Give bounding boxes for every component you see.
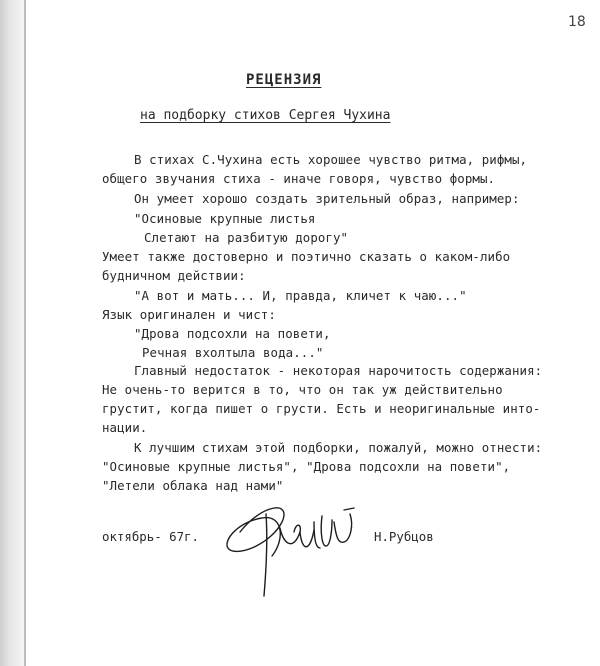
document-subtitle: на подборку стихов Сергея Чухина (140, 108, 391, 123)
body-line: Он умеет хорошо создать зрительный образ, например: (134, 191, 520, 206)
body-line: Умеет также достоверно и поэтично сказать о каком-либо (102, 249, 511, 264)
body-line: К лучшим стихам этой подборки, пожалуй, можно отнести: (134, 440, 543, 455)
body-line: Речная вхолтыла вода..." (142, 345, 324, 360)
closing-date: октябрь- 67г. (102, 529, 199, 544)
body-line: Не очень-то верится в то, что он так уж действительно (102, 382, 503, 397)
page-binding-shadow (0, 0, 26, 666)
body-line: грустит, когда пишет о грусти. Есть и неоригинальные инто- (102, 401, 541, 416)
body-line: Главный недостаток - некоторая нарочитость содержания: (134, 363, 543, 378)
body-line: Слетают на разбитую дорогу" (144, 230, 349, 245)
body-line: "Дрова подсохли на повети, (134, 326, 331, 341)
body-line: Язык оригинален и чист: (102, 307, 276, 322)
handwritten-signature-icon (222, 492, 372, 604)
body-line: В стихах С.Чухина есть хорошее чувство ритма, рифмы, (134, 152, 528, 167)
body-line: "Летели облака над нами" (102, 478, 284, 493)
document-title: РЕЦЕНЗИЯ (246, 72, 322, 88)
body-line: "А вот и мать... И, правда, кличет к чаю..." (134, 288, 467, 303)
page-left-edge (24, 0, 26, 666)
body-line: "Осиновые крупные листья (134, 211, 316, 226)
body-line: нации. (102, 420, 148, 435)
author-name: Н.Рубцов (374, 529, 434, 544)
body-line: общего звучания стиха - иначе говоря, чувство формы. (102, 171, 496, 186)
body-line: "Осиновые крупные листья", "Дрова подсохли на повети", (102, 459, 511, 474)
body-line: будничном действии: (102, 268, 246, 283)
page-number: 18 (568, 14, 586, 30)
